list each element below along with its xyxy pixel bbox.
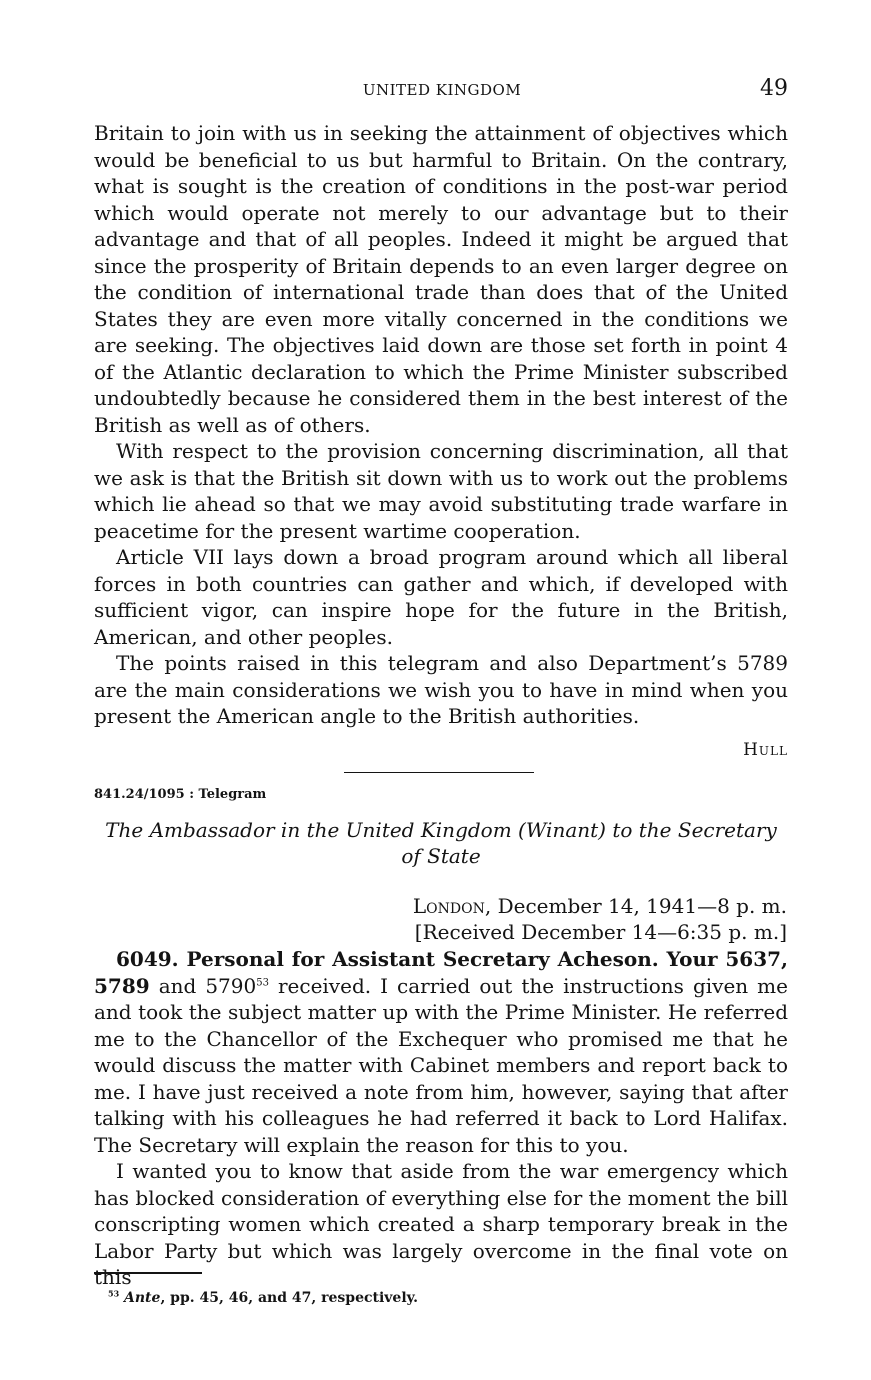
paragraph-text: received. I carried out the instructions given me and took the subject matter up with the Prime Minister. He referred me to the Chancellor of the Exchequer who promised me that he would discuss the matter with Cabinet members and report back to me. I have just received a note from him, however, saying that after talking with his colleagues he had referred it back to Lord Halifax. The Secretary will explain the reason for this to you. xyxy=(94,973,788,1157)
telegram-number-lead: 6049. Personal for Assistant Secretary Acheson. Your 5637, 5789 xyxy=(94,947,788,998)
page-number: 49 xyxy=(760,76,788,101)
footnote-marker: 53 xyxy=(256,976,269,988)
paragraph xyxy=(94,946,788,1158)
section-divider xyxy=(344,772,534,773)
paragraph: I wanted you to know that aside from the war emergency which has blocked consideration of everything else for the moment the bill conscripting women which created a sharp temporary break in the Labor Party but which was largely overcome in the final vote on this xyxy=(94,1159,788,1289)
footnote xyxy=(108,1290,418,1306)
paragraph: Article VII lays down a broad program around which all liberal forces in both countries can gather and which, if developed with sufficient vigor, can inspire hope for the future in the British, American, and other peoples. xyxy=(94,545,788,649)
telegram-continuation xyxy=(94,120,788,730)
received-line: [Received December 14—6:35 p. m.] xyxy=(414,920,787,944)
document-title: The Ambassador in the United Kingdom (Winant) to the Secretary of State xyxy=(105,818,777,868)
paragraph: The points raised in this telegram and also Department’s 5789 are the main considerations we wish you to have in mind when you present the American angle to the British authorities. xyxy=(94,651,788,728)
footnote-divider xyxy=(94,1272,202,1274)
footnote-number: 53 xyxy=(108,1288,120,1299)
footnote-text: , pp. 45, 46, and 47, respectively. xyxy=(160,1290,419,1306)
page-header xyxy=(96,76,788,106)
footnote-ref: Ante xyxy=(124,1290,161,1306)
dateline-date: , December 14, 1941—8 p. m. xyxy=(484,894,787,918)
running-head: UNITED KINGDOM xyxy=(362,81,522,99)
paragraph: Britain to join with us in seeking the attainment of objectives which would be beneficial to us but harmful to Britain. On the contrary, what is sought is the creation of conditions in the post-war period which would operate not merely to our advantage but to their advantage and that of all peoples. Indeed it might be argued that since the prosperity of Britain depends to an even larger degree on the condition of international trade than does that of the United States they are even more vitally concerned in the conditions we are seeking. The objectives laid down are those set forth in point 4 of the Atlantic declaration to which the Prime Minister subscribed undoubtedly because he considered them in the best interest of the British as well as of others. xyxy=(94,121,788,437)
signature: Hull xyxy=(743,740,788,760)
dateline xyxy=(367,893,787,945)
telegram-body xyxy=(94,946,788,1291)
paragraph: With respect to the provision concerning discrimination, all that we ask is that the British sit down with us to work out the problems which lie ahead so that we may avoid substituting trade warfare in peacetime for the present wartime cooperation. xyxy=(94,439,788,543)
paragraph-text: and 5790 xyxy=(149,973,257,998)
file-reference: 841.24/1095 : Telegram xyxy=(94,787,267,802)
dateline-city: London xyxy=(412,894,485,918)
